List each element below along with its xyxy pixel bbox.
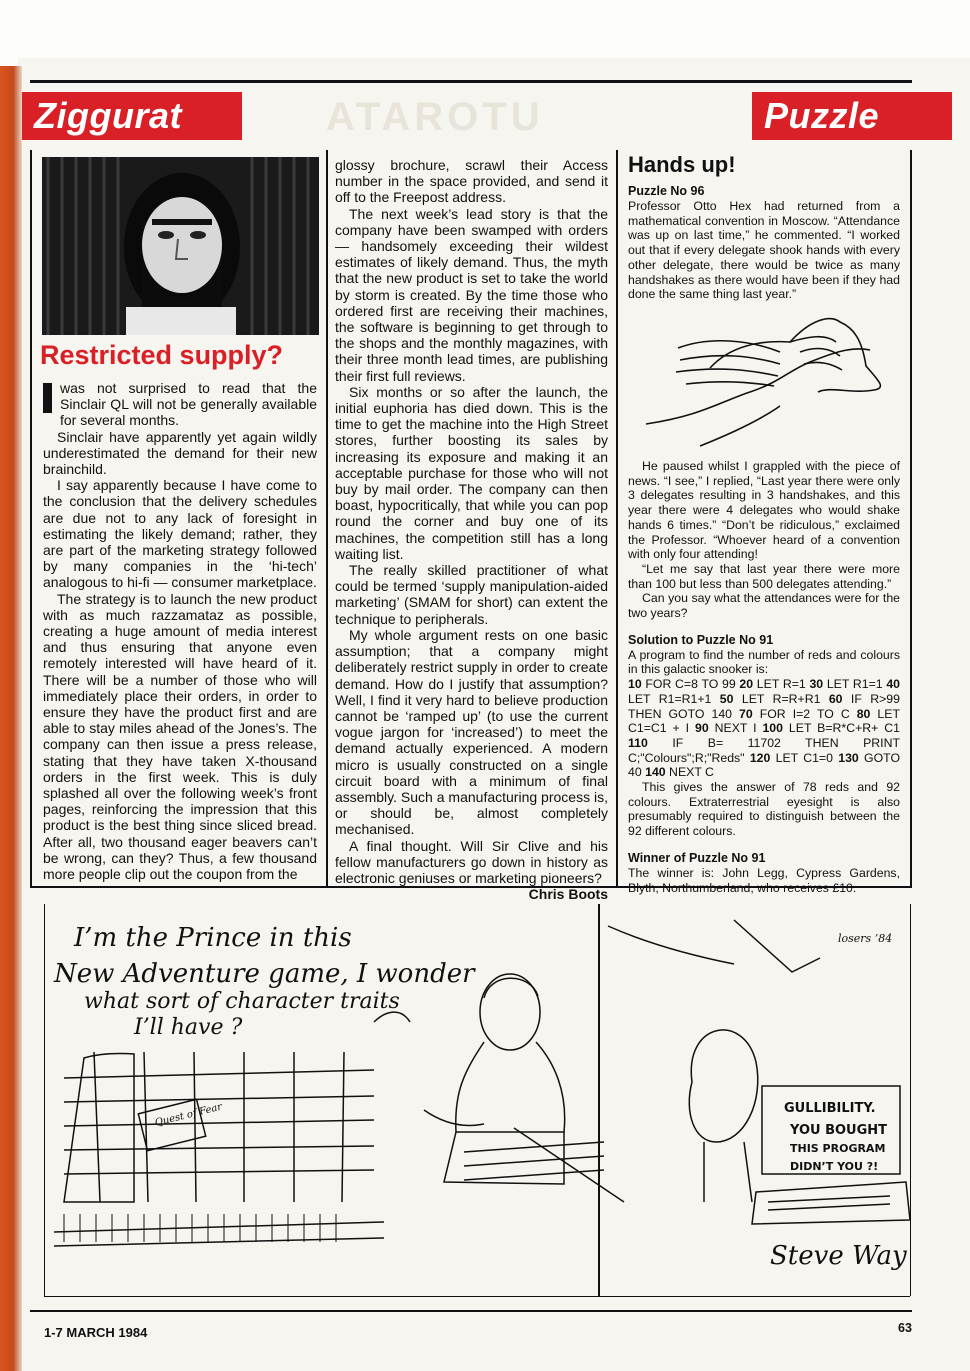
solution-answer: This gives the answer of 78 reds and 92 colours. Extraterrestrial eyesight is also presumably required to distinguish between the 92 different colours.: [628, 780, 900, 839]
article-paragraph: A final thought. Will Sir Clive and his fellow manufacturers go down in history as electronic geniuses or marketing pioneers?: [335, 837, 608, 886]
cartoon-border-right: [910, 904, 911, 1296]
page-number: 63: [898, 1321, 912, 1335]
program-line-number: 130: [838, 750, 859, 765]
solution-heading: Solution to Puzzle No 91: [628, 632, 774, 647]
puzzle-paragraph: “Let me say that last year there were more than 100 but less than 500 delegates attending.”: [628, 561, 900, 591]
program-line-number: 60: [828, 691, 843, 706]
program-statement: IF R>99 THEN GOTO 140: [628, 691, 900, 721]
footer-rule: [30, 1310, 912, 1312]
puzzle-column-bottom: [628, 459, 900, 895]
puzzle-paragraph: He paused whilst I grappled with the piece of news. “I see,” I replied, “Last year there were only 3 delegates resulting in 3 handshakes, and this year there were 4 delegates who would shake hands 6 times.” “Don’t be ridiculous,” exclaimed the Professor. “Whoever heard of a convention with only four attending!: [628, 459, 900, 562]
program-line-number: 120: [749, 750, 771, 765]
screen-text-1: GULLIBILITY.: [784, 1101, 876, 1116]
article-paragraph: I say apparently because I have come to the conclusion that the delivery schedules are due not to any lack of foresight in estimating the likely demand; rather, they are part of the marketing strategy followed by many companies in the ‘hi-tech’ analogous to hi-fi — consumer marketplace.: [43, 477, 317, 591]
speech-line-3: what sort of character traits: [84, 989, 400, 1014]
program-statement: LET R=R+R1: [733, 691, 829, 706]
puzzle-number: Puzzle No 96: [628, 184, 705, 198]
program-line-number: 80: [856, 706, 871, 721]
puzzle-intro: Professor Otto Hex had returned from a mathematical convention in Moscow. “Attendance was up on last time,” he commented. “I worked out that if every delegate shook hands with every other delegate, there would be twice as many handshakes as there would have been if they had done the same thing last year.”: [628, 199, 900, 302]
article-paragraph: was not surprised to read that the Sinclair QL will not be generally available for several months.: [60, 380, 317, 429]
program-listing: [628, 677, 900, 780]
article-paragraph: The really skilled practitioner of what could be termed ‘supply manipulation-aided marketing’ (SMAM for short) can extent the technique to peripherals.: [335, 562, 608, 627]
show-through-text: ATAROTU: [326, 95, 544, 139]
program-line-number: 90: [695, 721, 709, 736]
program-statement: GOTO 40: [628, 750, 901, 780]
article-paragraph: Sinclair have apparently yet again wildly underestimated the demand for their new brainchild.: [43, 428, 317, 478]
top-rule: [30, 80, 912, 83]
program-statement: LET R=1: [753, 677, 810, 692]
program-statement: IF B= 11702 THEN PRINT C;"Colours";R;"Reds": [628, 735, 900, 765]
program-line-number: 110: [628, 735, 648, 750]
section-title-ziggurat: Ziggurat: [22, 92, 242, 140]
screen-text-3: THIS PROGRAM: [790, 1142, 886, 1155]
column-rule-center: [326, 150, 328, 886]
program-line-number: 40: [886, 677, 901, 692]
article-paragraph: The strategy is to launch the new product with as much razzamataz as possible, creating a huge amount of media interest and thus ensuring that anyone even remotely interested will have heard of it. There will be a number of those who will immediately place their orders, in order to ensure they have the product first and are able to stay miles ahead of the Jones’s. The company can then issue a press release, stating that they have taken X-thousand orders in the first week. This is duly splashed all over the following week’s front pages, reinforcing the impression that this product is the best thing since sliced bread. After all, two thousand eager beavers can’t be wrong, can they? Thus, a few thousand more people clip out the coupon from the: [43, 590, 317, 883]
speech-line-1: I’m the Prince in this: [74, 923, 352, 953]
program-statement: LET C1=0: [770, 750, 839, 765]
program-line-number: 50: [719, 691, 734, 706]
article-headline: Restricted supply?: [40, 340, 284, 370]
speech-line-4: I’ll have ?: [134, 1015, 243, 1040]
speech-line-2: New Adventure game, I wonder: [54, 959, 475, 989]
article-column-2: [335, 157, 608, 902]
binding-edge: [0, 66, 22, 1371]
screen-text-4: DIDN’T YOU ?!: [790, 1160, 879, 1173]
article-paragraph: Six months or so after the launch, the initial euphoria has died down. This is the time to get the machine into the High Street stores, further boosting its sales by increasing its exposure and making it an acceptable purchase for those who will not buy by mail order. The company can then boast, hypocritically, that while you can pop round the corner and buy one of its machines, the competition still has a long waiting list.: [335, 383, 608, 562]
byline: Chris Boots: [528, 886, 608, 903]
section-title-puzzle: Puzzle: [752, 92, 952, 140]
program-line-number: 30: [809, 677, 824, 692]
article-paragraph: The next week’s lead story is that the company have been swamped with orders — handsomely exceeding their wildest estimates of likely demand. Thus, the myth that the new product is set to take the world by storm is created. By the time those who ordered first are receiving their machines, the software is beginning to get through to the shops and the monthly magazines, with their three month lead times, are publishing their first full reviews.: [335, 205, 608, 384]
column-rule-puzzle: [616, 150, 618, 886]
program-statement: NEXT I: [708, 721, 763, 736]
program-line-number: 70: [739, 706, 753, 721]
column-rule-right: [910, 150, 912, 886]
program-statement: FOR C=8 TO 99: [641, 677, 740, 692]
program-statement: NEXT C: [665, 765, 714, 780]
screen-text-2: YOU BOUGHT: [790, 1123, 888, 1138]
program-statement: LET B=R*C+R+ C1: [782, 721, 900, 736]
puzzle-column-top: [628, 152, 900, 302]
winner-heading: Winner of Puzzle No 91: [628, 850, 766, 865]
puzzle-title: Hands up!: [628, 152, 736, 177]
program-statement: FOR I=2 TO C: [752, 706, 857, 721]
winner-text: The winner is: John Legg, Cypress Gardens, Blyth, Northumberland, who receives £10.: [628, 865, 900, 895]
portrait-illustration: [42, 157, 319, 335]
handshake-illustration: [640, 306, 902, 456]
program-line-number: 20: [739, 677, 754, 692]
cartoon-strip: [44, 902, 910, 1298]
issue-date: 1-7 MARCH 1984: [44, 1325, 148, 1340]
program-line-number: 10: [628, 677, 642, 692]
article-paragraph: glossy brochure, scrawl their Access number in the space provided, and send it off to the Freepost address.: [335, 157, 608, 206]
solution-intro: A program to find the number of reds and colours in this galactic snooker is:: [628, 647, 900, 677]
article-paragraph: My whole argument rests on one basic assumption; that a company might deliberately restrict supply in order to create demand. How do I justify that assumption? Well, I find it very hard to believe production cannot be ‘ramped up’ (to use the current vogue jargon for ‘increased’) to meet the demand actually experienced. A modern micro is usually constructed on a single circuit board with a minimum of final assembly. Such a manufacturing process is, or should be, almost completely mechanised.: [335, 626, 608, 838]
program-line-number: 140: [645, 765, 666, 780]
game-box-label: Quest of Fear: [153, 1101, 224, 1129]
artist-credit: losers ’84: [838, 932, 893, 945]
program-line-number: 100: [762, 721, 783, 736]
author-photo: [42, 157, 319, 335]
artist-signature: Steve Way: [770, 1241, 907, 1271]
program-statement: LET R1=1: [823, 677, 887, 692]
column-rule-left: [30, 150, 32, 886]
puzzle-question: Can you say what the attendances were for the two years?: [628, 591, 900, 621]
article-column-1: [43, 380, 317, 882]
drop-cap-i: [43, 383, 52, 413]
program-statement: LET R1=R1+1: [628, 691, 720, 706]
program-statement: LET C1=C1 + I: [628, 706, 900, 736]
